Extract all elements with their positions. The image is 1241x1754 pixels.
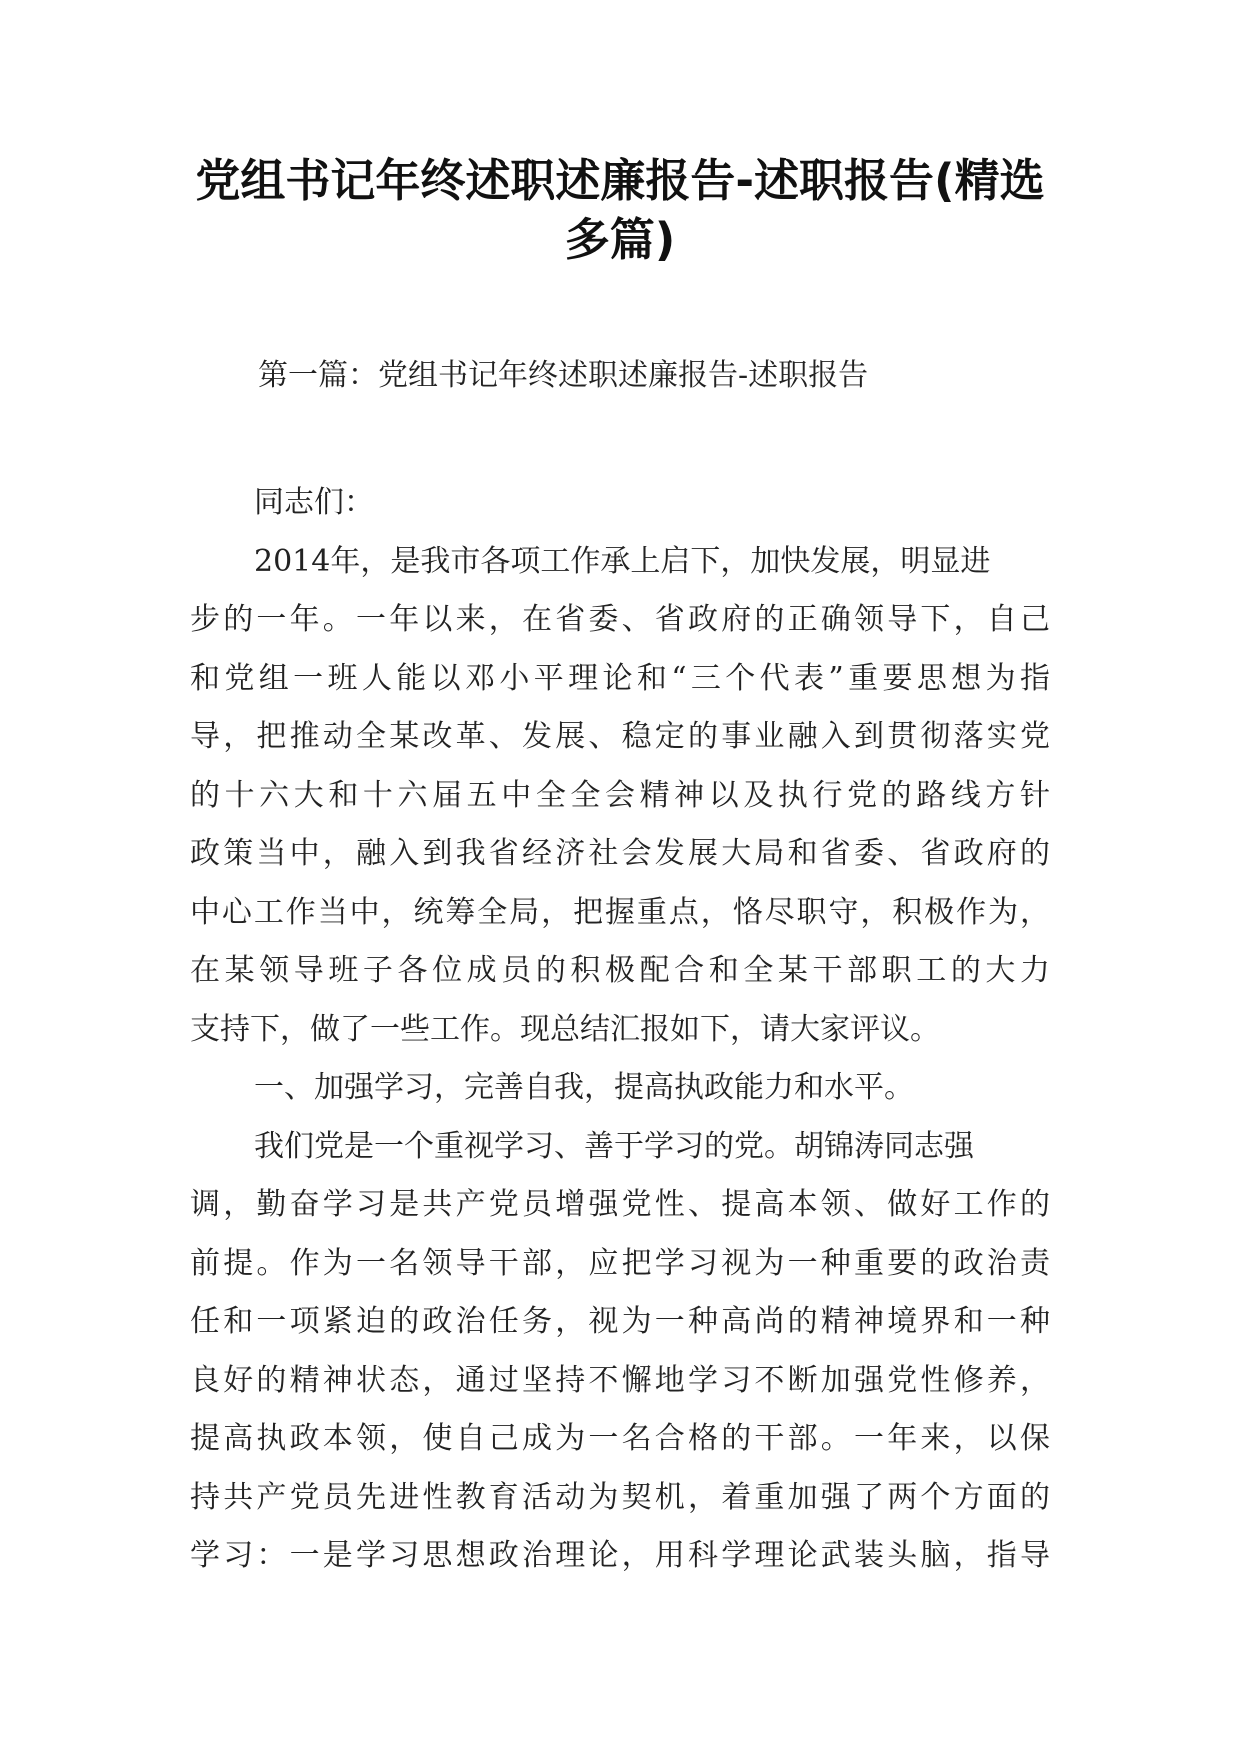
document-body [190, 474, 1050, 1586]
paragraph-line: 的十六大和十六届五中全全会精神以及执行党的路线方针 [190, 777, 1050, 813]
paragraph-1 [190, 533, 1050, 1060]
paragraph-line: 提高执政本领，使自己成为一名合格的干部。一年来，以保 [190, 1421, 1050, 1456]
paragraph-line: 支持下，做了一些工作。现总结汇报如下，请大家评议。 [190, 1011, 940, 1047]
paragraph-line: 2014年，是我市各项工作承上启下，加快发展，明显进 [254, 543, 991, 579]
paragraph-line: 任和一项紧迫的政治任务，视为一种高尚的精神境界和一种 [190, 1304, 1050, 1339]
paragraph-line: 步的一年。一年以来，在省委、省政府的正确领导下，自己 [190, 602, 1050, 637]
title-line-1: 党组书记年终述职述廉报告-述职报告(精选 [195, 154, 1045, 207]
paragraph-line: 良好的精神状态，通过坚持不懈地学习不断加强党性修养， [190, 1362, 1050, 1398]
salutation: 同志们： [254, 485, 374, 520]
paragraph-line: 我们党是一个重视学习、善于学习的党。胡锦涛同志强 [254, 1128, 974, 1164]
paragraph-line: 中心工作当中，统筹全局，把握重点，恪尽职守，积极作为， [190, 894, 1050, 930]
section-heading: 一、加强学习，完善自我，提高执政能力和水平。 [254, 1070, 914, 1105]
paragraph-line: 前提。作为一名领导干部，应把学习视为一种重要的政治责 [190, 1245, 1050, 1281]
paragraph-line: 学习：一是学习思想政治理论，用科学理论武装头脑，指导 [190, 1538, 1050, 1573]
title-line-2: 多篇) [564, 212, 676, 266]
paragraph-line: 政策当中，融入到我省经济社会发展大局和省委、省政府的 [190, 836, 1050, 871]
paragraph-line: 持共产党员先进性教育活动为契机，着重加强了两个方面的 [190, 1479, 1050, 1515]
paragraph-line: 和党组一班人能以邓小平理论和“三个代表”重要思想为指 [190, 660, 1050, 696]
document-title [180, 150, 1060, 267]
paragraph-line: 在某领导班子各位成员的积极配合和全某干部职工的大力 [190, 953, 1050, 988]
paragraph-2 [190, 1118, 1050, 1586]
paragraph-line: 导，把推动全某改革、发展、稳定的事业融入到贯彻落实党 [190, 719, 1050, 754]
paragraph-line: 调，勤奋学习是共产党员增强党性、提高本领、做好工作的 [190, 1187, 1050, 1222]
section-subtitle: 第一篇：党组书记年终述职述廉报告-述职报告 [258, 358, 869, 393]
